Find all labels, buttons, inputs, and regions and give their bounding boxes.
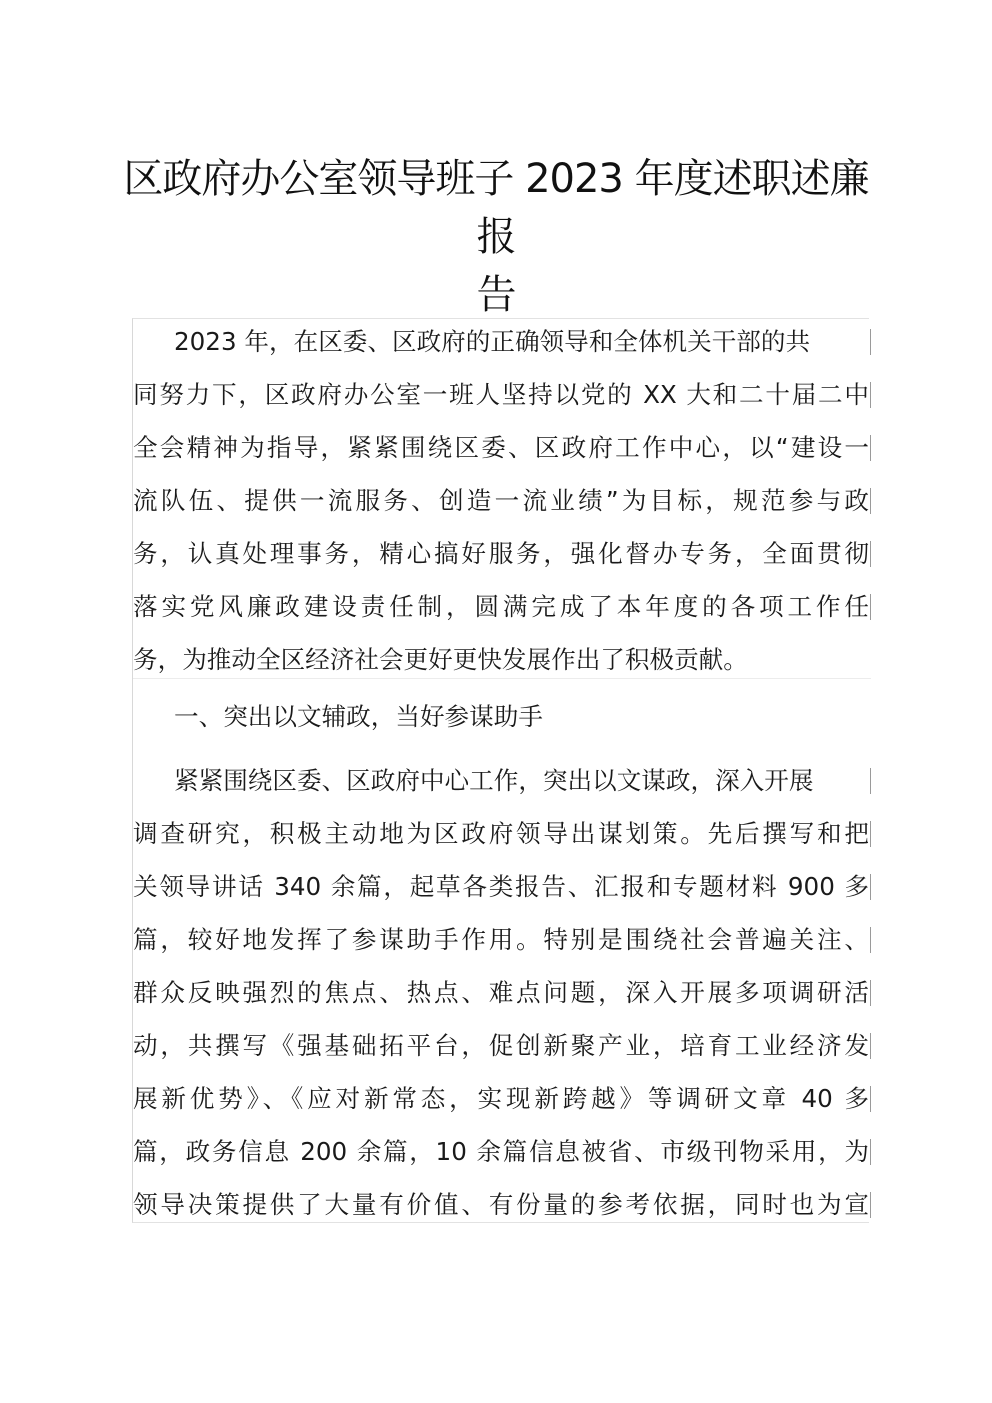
paragraph-2-line-4: 篇，较好地发挥了参谋助手作用。特别是围绕社会普遍关注、: [133, 925, 869, 954]
paragraph-1-line-6: 落实党风廉政建设责任制，圆满完成了本年度的各项工作任: [133, 592, 869, 621]
paragraph-2-line-3: 关领导讲话 340 余篇，起草各类报告、汇报和专题材料 900 多: [133, 872, 869, 901]
paragraph-2-line-7: 展新优势》、《应对新常态，实现新跨越》等调研文章 40 多: [133, 1084, 869, 1113]
right-edge-mark: [870, 382, 871, 408]
right-edge-mark: [870, 1139, 871, 1165]
right-edge-mark: [870, 768, 871, 794]
paragraph-2-line-9: 领导决策提供了大量有价值、有份量的参考依据，同时也为宣: [133, 1190, 869, 1219]
right-edge-mark: [870, 1086, 871, 1112]
right-edge-mark: [870, 541, 871, 567]
right-edge-mark: [870, 435, 871, 461]
paragraph-2-line-6: 动，共撰写《强基础拓平台，促创新聚产业，培育工业经济发: [133, 1031, 869, 1060]
right-edge-mark: [870, 594, 871, 620]
paragraph-1-line-3: 全会精神为指导，紧紧围绕区委、区政府工作中心，以“建设一: [133, 433, 869, 462]
paragraph-1-line-2: 同努力下，区政府办公室一班人坚持以党的 XX 大和二十届二中: [133, 380, 869, 409]
right-edge-mark: [870, 980, 871, 1006]
right-edge-mark: [870, 927, 871, 953]
document-body: [132, 318, 869, 1223]
right-edge-mark: [870, 329, 871, 355]
paragraph-1-line-1: 2023 年，在区委、区政府的正确领导和全体机关干部的共: [174, 327, 811, 356]
document-title-line-1: 区政府办公室领导班子 2023 年度述职述廉报: [123, 156, 869, 260]
document-title: [120, 150, 872, 324]
right-edge-mark: [870, 1192, 871, 1218]
right-edge-mark: [870, 1033, 871, 1059]
section-divider: [133, 678, 871, 679]
paragraph-1-line-4: 流队伍、提供一流服务、创造一流业绩”为目标，规范参与政: [133, 486, 869, 515]
paragraph-2-line-5: 群众反映强烈的焦点、热点、难点问题，深入开展多项调研活: [133, 978, 869, 1007]
right-edge-mark: [870, 488, 871, 514]
paragraph-2-line-2: 调查研究，积极主动地为区政府领导出谋划策。先后撰写和把: [133, 819, 869, 848]
paragraph-2-line-1: 紧紧围绕区委、区政府中心工作，突出以文谋政，深入开展: [174, 766, 814, 795]
paragraph-1-line-5: 务，认真处理事务，精心搞好服务，强化督办专务，全面贯彻: [133, 539, 869, 568]
right-edge-mark: [870, 821, 871, 847]
document-title-line-2: 告: [476, 272, 516, 318]
right-edge-mark: [870, 874, 871, 900]
paragraph-1-line-7: 务，为推动全区经济社会更好更快发展作出了积极贡献。: [133, 645, 748, 674]
section-heading-1: 一、突出以文辅政，当好参谋助手: [174, 702, 543, 731]
paragraph-2-line-8: 篇，政务信息 200 余篇，10 余篇信息被省、市级刊物采用，为: [133, 1137, 869, 1166]
